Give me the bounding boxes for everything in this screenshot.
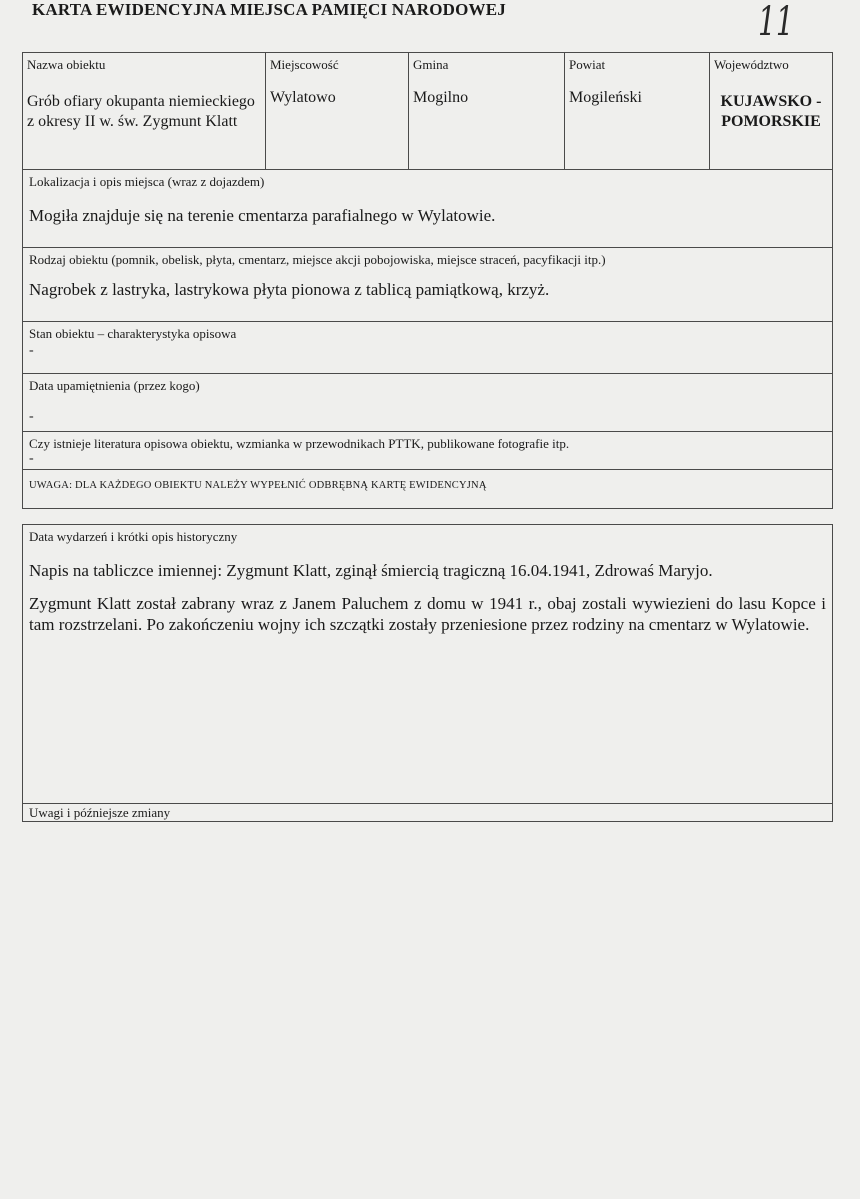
literatura-row [23, 432, 832, 470]
nazwa-cell [23, 53, 266, 169]
header-row [23, 53, 832, 170]
miejscowosc-value: Wylatowo [270, 89, 336, 106]
nazwa-value: Grób ofiary okupanta niemieckiego z okresy II w. św. Zygmunt Klatt [27, 93, 255, 130]
rodzaj-label: Rodzaj obiektu (pomnik, obelisk, płyta, cmentarz, miejsce akcji pobojowiska, miejsce straceń, pacyfikacji itp.) [29, 252, 606, 267]
uwaga-row [23, 470, 832, 508]
wojewodztwo-label: Województwo [714, 57, 789, 72]
rodzaj-row [23, 248, 832, 322]
nazwa-label: Nazwa obiektu [27, 57, 106, 72]
uwagi-row [23, 804, 832, 821]
powiat-value: Mogileński [569, 89, 642, 106]
stan-value: - [29, 343, 34, 358]
powiat-label: Powiat [569, 57, 606, 72]
gmina-label: Gmina [413, 57, 449, 72]
wojewodztwo-cell [710, 53, 832, 169]
data-upamietnienia-value: - [29, 409, 34, 424]
rodzaj-value: Nagrobek z lastryka, lastrykowa płyta pionowa z tablicą pamiątkową, krzyż. [29, 280, 550, 299]
data-upamietnienia-row [23, 374, 832, 432]
handwritten-page-number: 11 [758, 0, 794, 45]
gmina-value: Mogilno [413, 89, 469, 106]
lokalizacja-value: Mogiła znajduje się na terenie cmentarza parafialnego w Wylatowie. [29, 206, 496, 225]
gmina-cell [409, 53, 565, 169]
wojewodztwo-value: KUJAWSKO - POMORSKIE [720, 93, 822, 130]
historia-label: Data wydarzeń i krótki opis historyczny [29, 529, 238, 544]
powiat-cell [565, 53, 710, 169]
lokalizacja-row [23, 170, 832, 248]
miejscowosc-label: Miejscowość [270, 57, 339, 72]
literatura-label: Czy istnieje literatura opisowa obiektu, wzmianka w przewodnikach PTTK, publikowane fotografie itp. [29, 436, 570, 451]
document-title: KARTA EWIDENCYJNA MIEJSCA PAMIĘCI NARODOWEJ [32, 0, 506, 19]
form-historia [22, 524, 833, 822]
uwagi-label: Uwagi i późniejsze zmiany [29, 805, 171, 820]
lokalizacja-label: Lokalizacja i opis miejsca (wraz z dojazdem) [29, 174, 265, 189]
historia-row [23, 525, 832, 804]
miejscowosc-cell [266, 53, 409, 169]
literatura-value: - [29, 451, 34, 466]
form-main [22, 52, 833, 509]
stan-label: Stan obiektu – charakterystyka opisowa [29, 326, 237, 341]
stan-row [23, 322, 832, 374]
historia-paragraph-1: Napis na tabliczce imiennej: Zygmunt Klatt, zginął śmiercią tragiczną 16.04.1941, Zdrowaś Maryjo. [29, 561, 713, 580]
uwaga-note: UWAGA: DLA KAŻDEGO OBIEKTU NALEŻY WYPEŁNIĆ ODBRĘBNĄ KARTĘ EWIDENCYJNĄ [29, 480, 487, 491]
historia-paragraph-2: Zygmunt Klatt został zabrany wraz z Janem Paluchem z domu w 1941 r., obaj zostali wywiezieni do lasu Kopce i tam rozstrzelani. Po zakończeniu wojny ich szczątki zostały przeniesione przez rodziny na cmentarz w Wylatowie. [29, 594, 826, 634]
data-upamietnienia-label: Data upamiętnienia (przez kogo) [29, 378, 200, 393]
